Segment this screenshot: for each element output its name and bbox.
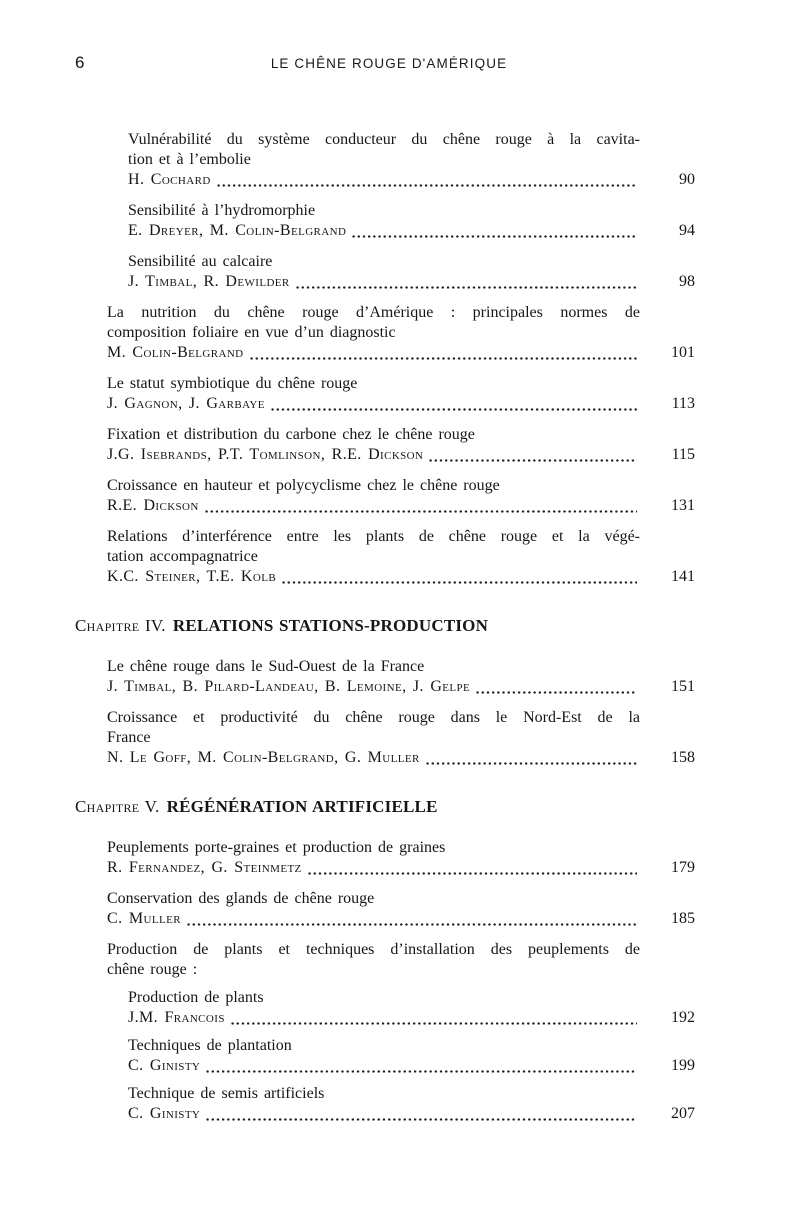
toc-entry (128, 201, 695, 241)
toc-entry (107, 527, 695, 587)
entry-title-line: Technique de semis artificiels (128, 1085, 325, 1102)
entry-author-line (107, 445, 695, 465)
entry-title-line: Vulnérabilité du système conducteur du chêne rouge à la cavita- (128, 131, 640, 148)
dot-leader (204, 510, 637, 513)
entry-page-number: 185 (671, 910, 695, 927)
entry-author-line (107, 858, 695, 878)
entry-author-line (128, 170, 695, 190)
entry-page-number: 101 (671, 344, 695, 361)
entry-author-line (128, 1008, 695, 1028)
dot-leader (205, 1118, 637, 1121)
toc-entry (107, 657, 695, 697)
entry-authors: N. Le Goff, M. Colin-Belgrand, G. Muller (107, 749, 420, 766)
entry-page-number: 131 (671, 497, 695, 514)
entry-title-line: Le chêne rouge dans le Sud-Ouest de la France (107, 658, 425, 675)
dot-leader (216, 184, 637, 187)
chapter-heading-iv (75, 615, 800, 637)
entry-title-line: Croissance et productivité du chêne rouge dans le Nord-Est de la (107, 709, 640, 726)
entry-authors: H. Cochard (128, 171, 211, 188)
toc-entry (107, 838, 695, 878)
entry-title-line: composition foliaire en vue d’un diagnostic (107, 324, 396, 341)
entry-title-line: chêne rouge : (107, 961, 198, 978)
dot-leader (281, 581, 637, 584)
entry-title-line: Le statut symbiotique du chêne rouge (107, 375, 358, 392)
entry-authors: J. Timbal, B. Pilard-Landeau, B. Lemoine, J. Gelpe (107, 678, 471, 695)
page-header (0, 53, 800, 76)
entry-page-number: 179 (671, 859, 695, 876)
entry-author-line (128, 1056, 695, 1076)
toc-entry (107, 889, 695, 929)
dot-leader (351, 235, 637, 238)
entry-author-line (107, 496, 695, 516)
dot-leader (230, 1022, 637, 1025)
entry-title-line: Sensibilité à l’hydromorphie (128, 202, 316, 219)
chapter-title: RELATIONS STATIONS-PRODUCTION (172, 616, 489, 635)
entry-author-line (107, 677, 695, 697)
entry-page-number: 94 (679, 222, 695, 239)
entry-title-line: tation accompagnatrice (107, 548, 258, 565)
entry-title-line: Techniques de plantation (128, 1037, 292, 1054)
entry-author-line (107, 748, 695, 768)
entry-title-line: tion et à l’embolie (128, 151, 251, 168)
entry-author-line (128, 221, 695, 241)
entry-page-number: 151 (671, 678, 695, 695)
entry-author-line (107, 909, 695, 929)
dot-leader (270, 408, 637, 411)
entry-author-line (107, 343, 695, 363)
entry-authors: K.C. Steiner, T.E. Kolb (107, 568, 277, 585)
entry-title-line: Production de plants (128, 989, 264, 1006)
entry-authors: C. Ginisty (128, 1057, 201, 1074)
toc-entry (107, 708, 695, 768)
toc-entry (128, 988, 695, 1028)
entry-page-number: 158 (671, 749, 695, 766)
dot-leader (425, 762, 637, 765)
entry-page-number: 90 (679, 171, 695, 188)
entry-authors: R. Fernandez, G. Steinmetz (107, 859, 302, 876)
entry-author-line (107, 567, 695, 587)
dot-leader (307, 872, 637, 875)
chapter-label: Chapitre V. (75, 797, 160, 816)
entry-authors: R.E. Dickson (107, 497, 199, 514)
toc-entry (107, 476, 695, 516)
toc-entry (128, 1084, 695, 1124)
toc-entry (128, 1036, 695, 1076)
entry-authors: C. Ginisty (128, 1105, 201, 1122)
entry-title-line: Production de plants et techniques d’installation des peuplements de (107, 941, 640, 958)
entry-authors: E. Dreyer, M. Colin-Belgrand (128, 222, 347, 239)
entry-authors: M. Colin-Belgrand (107, 344, 244, 361)
entry-page-number: 115 (671, 446, 695, 463)
chapter-label: Chapitre IV. (75, 616, 166, 635)
entry-title-line: Croissance en hauteur et polycyclisme chez le chêne rouge (107, 477, 500, 494)
toc-entry (107, 425, 695, 465)
toc-entry (107, 303, 695, 363)
entry-page-number: 199 (671, 1057, 695, 1074)
entry-page-number: 141 (671, 568, 695, 585)
dot-leader (205, 1070, 637, 1073)
entry-authors: J. Gagnon, J. Garbaye (107, 395, 265, 412)
entry-author-line (107, 394, 695, 414)
entry-authors: J.M. Francois (128, 1009, 225, 1026)
entry-page-number: 113 (671, 395, 695, 412)
entry-authors: C. Muller (107, 910, 181, 927)
toc-entry (128, 252, 695, 292)
dot-leader (186, 923, 637, 926)
dot-leader (295, 286, 637, 289)
entry-title-line: Peuplements porte-graines et production de graines (107, 839, 446, 856)
entry-title-line: Relations d’interférence entre les plants de chêne rouge et la végé- (107, 528, 640, 545)
toc-group-intro (107, 940, 695, 980)
dot-leader (249, 357, 637, 360)
entry-author-line (128, 272, 695, 292)
dot-leader (428, 459, 637, 462)
entry-title-line: Sensibilité au calcaire (128, 253, 273, 270)
running-title: LE CHÊNE ROUGE D'AMÉRIQUE (270, 56, 508, 71)
entry-title-line: France (107, 729, 151, 746)
entry-authors: J. Timbal, R. Dewilder (128, 273, 290, 290)
toc-entry (107, 374, 695, 414)
entry-title-line: Conservation des glands de chêne rouge (107, 890, 375, 907)
page-number: 6 (75, 53, 85, 72)
chapter-heading-v (75, 796, 800, 818)
entry-author-line (128, 1104, 695, 1124)
entry-page-number: 207 (671, 1105, 695, 1122)
entry-authors: J.G. Isebrands, P.T. Tomlinson, R.E. Dickson (107, 446, 424, 463)
chapter-title: RÉGÉNÉRATION ARTIFICIELLE (166, 797, 438, 816)
entry-page-number: 192 (671, 1009, 695, 1026)
toc-entry (128, 130, 695, 190)
dot-leader (475, 691, 637, 694)
entry-title-line: La nutrition du chêne rouge d’Amérique : principales normes de (107, 304, 640, 321)
entry-page-number: 98 (679, 273, 695, 290)
entry-title-line: Fixation et distribution du carbone chez le chêne rouge (107, 426, 475, 443)
